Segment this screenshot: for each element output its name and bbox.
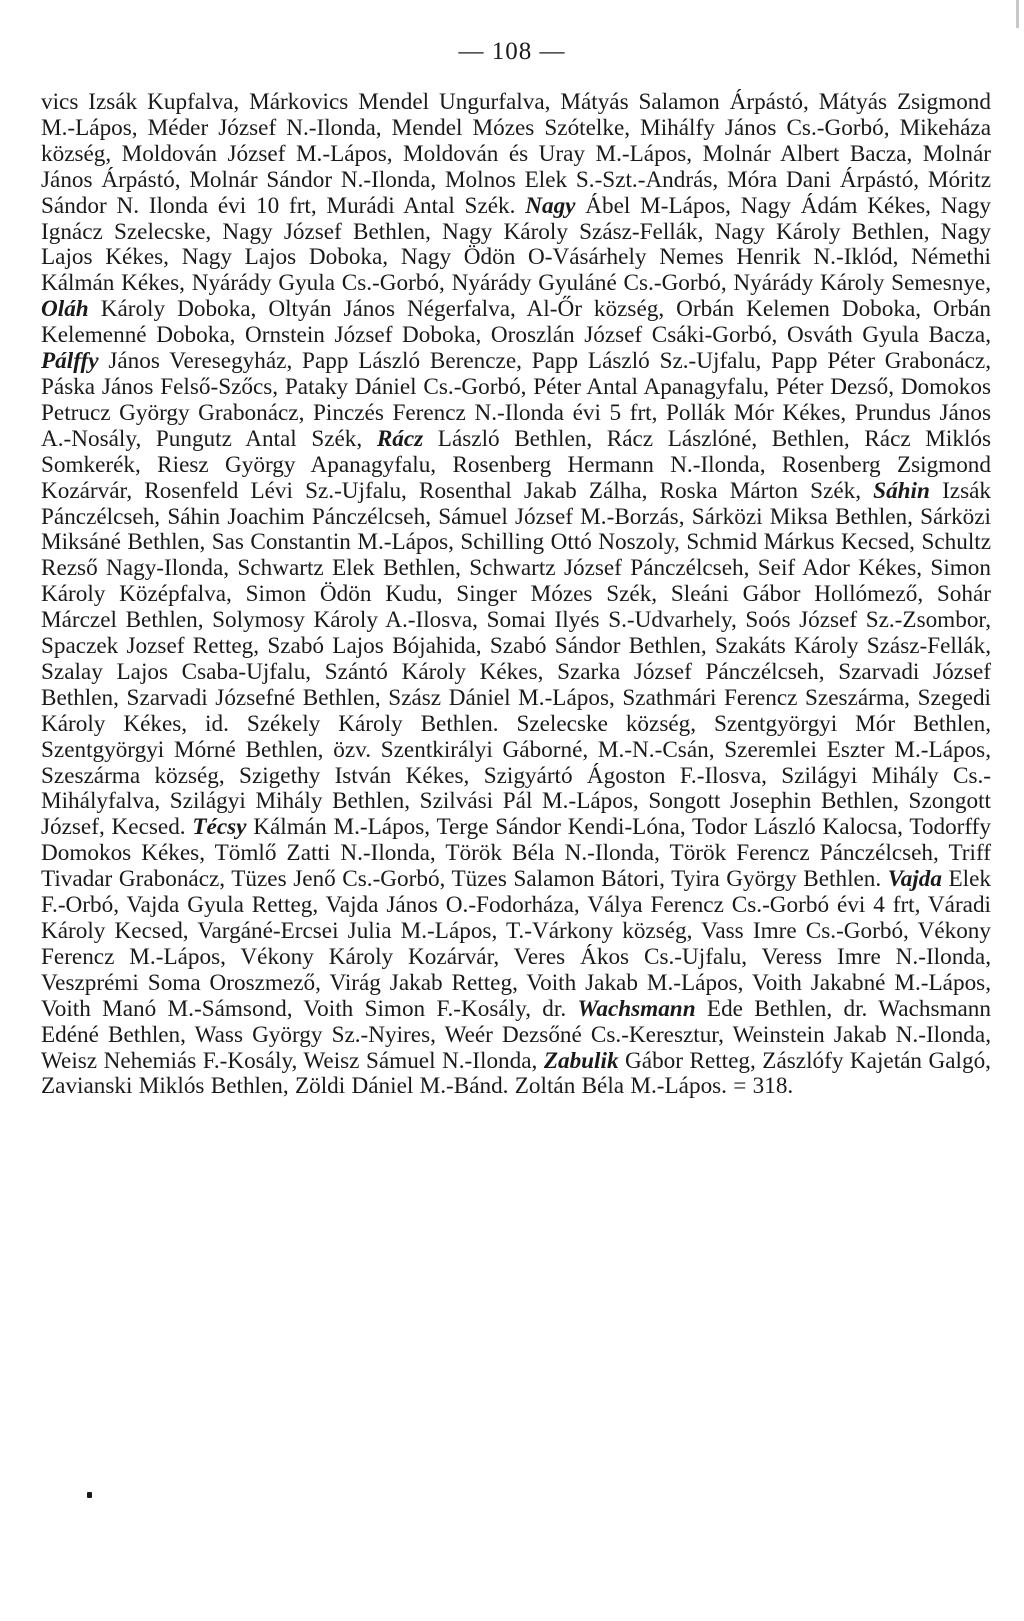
emphasized-name: Sáhin — [873, 477, 930, 504]
text-segment: Gábor Retteg, Zászlófy Kajetán Galgó, Zavianski Miklós Bethlen, Zöldi Dániel M.-Bánd. Zoltán Béla M.-Lápos. = 318. — [41, 1047, 991, 1100]
text-segment: László Bethlen, Rácz Lászlóné, Bethlen, Rácz Miklós Somkerék, Riesz György Apanagyfalu, Rosenberg Hermann N.-Ilonda, Rosenberg Zsigmond Kozárvár, Rosenfeld Lévi Sz.-Ujfalu, Rosenthal Jakab Zálha, Roska Márton Szék, — [41, 425, 992, 504]
text-segment: Ábel M-Lápos, Nagy Ádám Kékes, Nagy Ignácz Szelecske, Nagy József Bethlen, Nagy Károly Szász-Fellák, Nagy Károly Bethlen, Nagy Lajos Kékes, Nagy Lajos Doboka, Nagy Ödön O-Vásárhely Nemes Henrik N.-Iklód, Némethi Kálmán Kékes, Nyárády Gyula Cs.-Gorbó, Nyárády Gyuláné Cs.-Gorbó, Nyárády Károly Semesnye, — [41, 192, 991, 297]
emphasized-name: Oláh — [41, 296, 89, 323]
page-edge-mark — [1016, 0, 1019, 28]
emphasized-name: Wachsmann — [577, 995, 696, 1022]
text-segment: Izsák Pánczélcseh, Sáhin Joachim Pánczélcseh, Sámuel József M.-Borzás, Sárközi Miksa Bethlen, Sárközi Miksáné Bethlen, Sas Constantin M.-Lápos, Schilling Ottó Noszoly, Schmid Márkus Kecsed, Schultz Rezső Nagy-Ilonda, Schwartz Elek Bethlen, Schwartz József Pánczélcseh, Seif Ador Kékes, Simon Károly Középfalva, Simon Ödön Kudu, Singer Mózes Szék, Sleáni Gábor Hollómező, Sohár Márczel Bethlen, Solymosy Károly A.-Ilosva, Somai Ilyés S.-Udvarhely, Soós József Sz.-Zsombor, Spaczek Jozsef Retteg, Szabó Lajos Bójahida, Szabó Sándor Bethlen, Szakáts Károly Szász-Fellák, Szalay Lajos Csaba-Ujfalu, Szántó Károly Kékes, Szarka József Pánczélcseh, Szarvadi József Bethlen, Szarvadi Józsefné Bethlen, Szász Dániel M.-Lápos, Szathmári Ferencz Szeszárma, Szegedi Károly Kékes, id. Székely Károly Bethlen. Szelecske község, Szentgyörgyi Mór Bethlen, Szentgyörgyi Mórné Bethlen, özv. Szentkirályi Gáborné, M.-N.-Csán, Szeremlei Eszter M.-Lápos, Szeszárma község, Szigethy István Kékes, Szigyártó Ágoston F.-Ilosva, Szilágyi Mihály Cs.-Mihályfalva, Szilágyi Mihály Bethlen, Szilvási Pál M.-Lápos, Songott Josephin Bethlen, Szongott József, Kecsed. — [41, 477, 991, 841]
emphasized-name: Nagy — [525, 192, 576, 219]
emphasized-name: Zabulik — [543, 1047, 619, 1074]
emphasized-name: Técsy — [192, 814, 247, 841]
ink-speck — [87, 1492, 92, 1498]
text-segment: Ede Bethlen, dr. Wachsmann Edéné Bethlen, Wass György Sz.-Nyires, Weér Dezsőné Cs.-Keresztur, Weinstein Jakab N.-Ilonda, Weisz Nehemiás F.-Kosály, Weisz Sámuel N.-Ilonda, — [41, 995, 991, 1074]
text-segment: Károly Doboka, Oltyán János Négerfalva, Al-Őr község, Orbán Kelemen Doboka, Orbán Kelemenné Doboka, Ornstein József Doboka, Oroszlán József Csáki-Gorbó, Osváth Gyula Bacza, — [41, 296, 991, 349]
text-segment: Kálmán M.-Lápos, Terge Sándor Kendi-Lóna, Todor László Kalocsa, Todorffy Domokos Kékes, Tömlő Zatti N.-Ilonda, Török Béla N.-Ilonda, Török Ferencz Pánczélcseh, Triff Tivadar Grabonácz, Tüzes Jenő Cs.-Gorbó, Tüzes Salamon Bátori, Tyira György Bethlen. — [41, 814, 991, 893]
emphasized-name: Vajda — [887, 866, 942, 893]
text-segment: vics Izsák Kupfalva, Márkovics Mendel Ungurfalva, Mátyás Salamon Árpástó, Mátyás Zsigmond M.-Lápos, Méder József N.-Ilonda, Mendel Mózes Szótelke, Mihálfy János Cs.-Gorbó, Mikeháza község, Moldován József M.-Lápos, Moldován és Uray M.-Lápos, Molnár Albert Bacza, Molnár János Árpástó, Molnár Sándor N.-Ilonda, Molnos Elek S.-Szt.-András, Móra Dani Árpástó, Móritz Sándor N. Ilonda évi 10 frt, Murádi Antal Szék. — [41, 89, 991, 219]
text-segment: János Veresegyház, Papp László Berencze, Papp László Sz.-Ujfalu, Papp Péter Grabonácz, Páska János Felső-Szőcs, Pataky Dániel Cs.-Gorbó, Péter Antal Apanagyfalu, Péter Dezső, Domokos Petrucz György Grabonácz, Pinczés Ferencz N.-Ilonda évi 5 frt, Pollák Mór Kékes, Prundus János A.-Nosály, Pungutz Antal Szék, — [41, 348, 991, 452]
body-text — [41, 90, 991, 1100]
page-number: — 108 — — [458, 38, 566, 65]
emphasized-name: Rácz — [376, 425, 424, 452]
text-segment: Elek F.-Orbó, Vajda Gyula Retteg, Vajda János O.-Fodorháza, Vályа Ferencz Cs.-Gorbó évi 4 frt, Váradi Károly Kecsed, Vargáné-Ercsei Julia M.-Lápos, T.-Várkony község, Vass Imre Cs.-Gorbó, Vékony Ferencz M.-Lápos, Vékony Károly Kozárvár, Veres Ákos Cs.-Ujfalu, Veress Imre N.-Ilonda, Veszprémi Soma Oroszmező, Virág Jakab Retteg, Voith Jakab M.-Lápos, Voith Jakabné M.-Lápos, Voith Manó M.-Sámsond, Voith Simon F.-Kosály, dr. — [41, 866, 991, 1022]
emphasized-name: Pálffy — [41, 348, 99, 375]
